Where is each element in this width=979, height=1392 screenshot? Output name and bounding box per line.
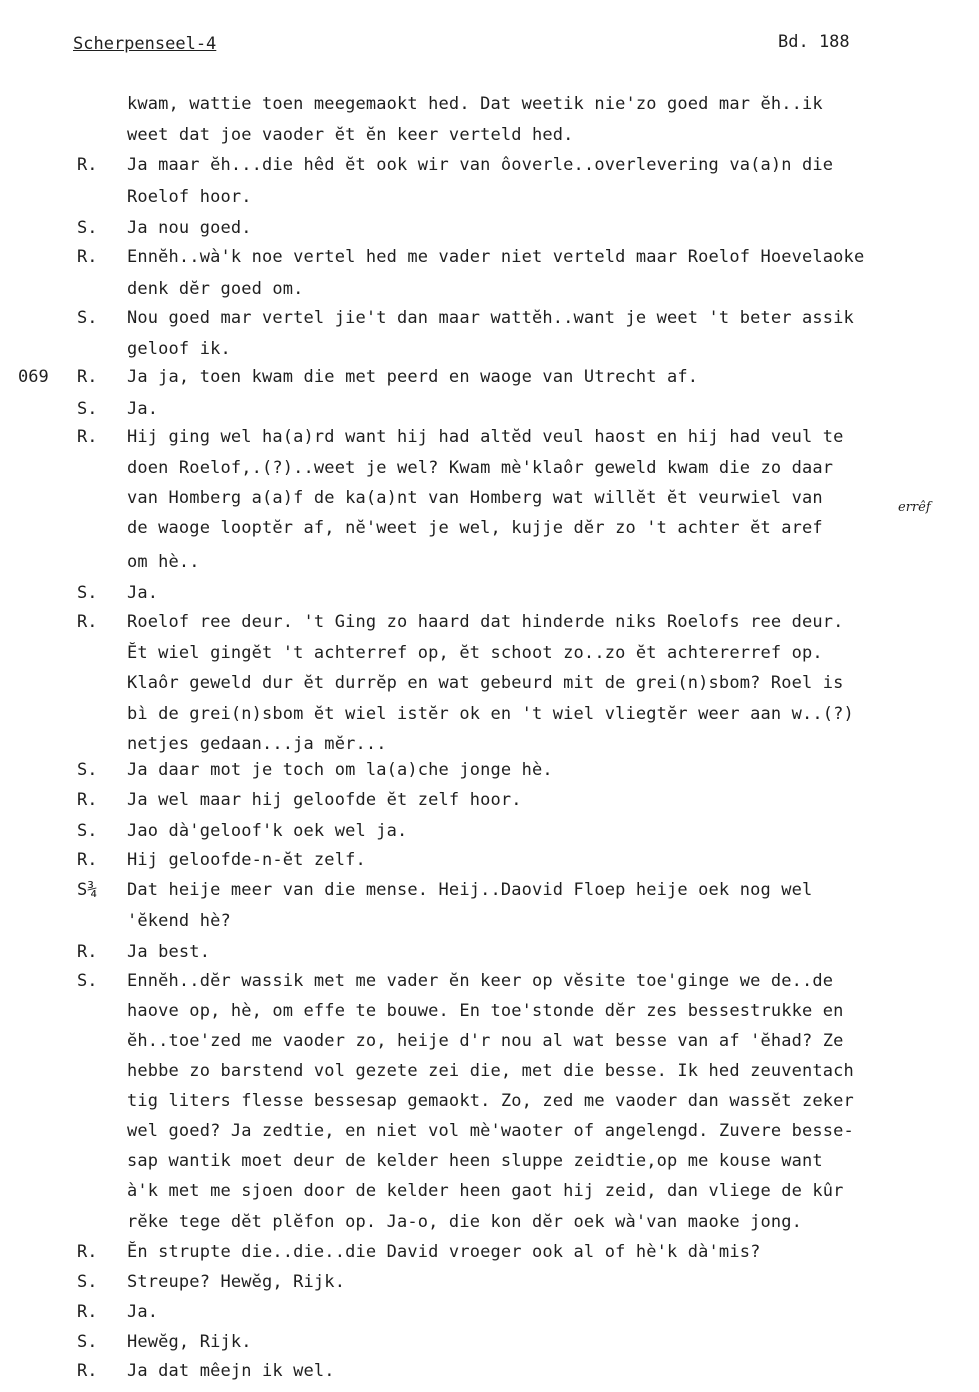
- line-text: Jao dà'geloof'k oek wel ja.: [127, 821, 408, 841]
- line-text: Hij geloofde-n-ĕt zelf.: [127, 850, 366, 870]
- speaker-label: S.: [77, 218, 98, 238]
- line-text: Ja.: [127, 399, 159, 419]
- line-text: Hewĕg, Rijk.: [127, 1332, 252, 1352]
- line-text: Ja nou goed.: [127, 218, 252, 238]
- line-text: sap wantik moet deur de kelder heen sluppe zeidtie,op me kouse want: [127, 1151, 823, 1171]
- line-text: bì de grei(n)sbom ĕt wiel istĕr ok en 't wiel vliegtĕr weer aan w..(?): [127, 704, 854, 724]
- line-text: Dat heije meer van die mense. Heij..Daovid Floep heije oek nog wel: [127, 880, 813, 900]
- line-text: van Homberg a(a)f de ka(a)nt van Homberg wat willĕt ĕt veurwiel van: [127, 488, 823, 508]
- volume-label: Bd. 188: [778, 32, 850, 52]
- line-text: Ĕt wiel gingĕt 't achterref op, ĕt schoot zo..zo ĕt achtererref op.: [127, 643, 823, 663]
- speaker-label: R.: [77, 850, 98, 870]
- line-number: 069: [18, 367, 49, 387]
- line-text: haove op, hè, om effe te bouwe. En toe'stonde dĕr zes bessestrukke en: [127, 1001, 844, 1021]
- speaker-label: S.: [77, 583, 98, 603]
- line-text: ĕh..toe'zed me vaoder zo, heije d'r nou al wat besse van af 'ĕhad? Ze: [127, 1031, 844, 1051]
- line-text: Roelof hoor.: [127, 187, 252, 207]
- line-text: Ĕn strupte die..die..die David vroeger ook al of hè'k dà'mis?: [127, 1242, 761, 1262]
- line-text: Ja daar mot je toch om la(a)che jonge hè.: [127, 760, 553, 780]
- speaker-label: R.: [77, 612, 98, 632]
- speaker-label: S.: [77, 399, 98, 419]
- speaker-label: S.: [77, 821, 98, 841]
- line-text: Ja.: [127, 1302, 159, 1322]
- line-text: de waoge looptĕr af, nĕ'weet je wel, kujje dĕr zo 't achter ĕt aref: [127, 518, 823, 538]
- line-text: weet dat joe vaoder ĕt ĕn keer verteld hed.: [127, 125, 574, 145]
- line-text: Ja best.: [127, 942, 211, 962]
- line-text: Ennĕh..wà'k noe vertel hed me vader niet verteld maar Roelof Hoevelaoke: [127, 247, 865, 267]
- speaker-label: S.: [77, 1272, 98, 1292]
- line-text: Roelof ree deur. 't Ging zo haard dat hinderde niks Roelofs ree deur.: [127, 612, 844, 632]
- line-text: Ja dat mêejn ik wel.: [127, 1361, 335, 1381]
- speaker-label: R.: [77, 1242, 98, 1262]
- speaker-label: R.: [77, 367, 98, 387]
- line-text: netjes gedaan...ja mĕr...: [127, 734, 387, 754]
- line-text: Ja wel maar hij geloofde ĕt zelf hoor.: [127, 790, 522, 810]
- speaker-label: S.: [77, 971, 98, 991]
- speaker-label: R.: [77, 1361, 98, 1381]
- handwritten-annotation: errêf: [898, 500, 931, 515]
- line-text: rĕke tege dĕt plĕfon op. Ja-o, die kon dĕr oek wà'van maoke jong.: [127, 1212, 803, 1232]
- speaker-label: R.: [77, 942, 98, 962]
- line-text: geloof ik.: [127, 339, 231, 359]
- speaker-label: S.: [77, 308, 98, 328]
- line-text: om hè..: [127, 552, 200, 572]
- line-text: 'ĕkend hè?: [127, 911, 231, 931]
- line-text: kwam, wattie toen meegemaokt hed. Dat weetik nie'zo goed mar ĕh..ik: [127, 94, 823, 114]
- speaker-label: S.: [77, 1332, 98, 1352]
- speaker-label: S¾: [77, 880, 98, 900]
- speaker-label: R.: [77, 790, 98, 810]
- line-text: Hij ging wel ha(a)rd want hij had altĕd veul haost en hij had veul te: [127, 427, 844, 447]
- speaker-label: R.: [77, 247, 98, 267]
- line-text: Streupe? Hewĕg, Rijk.: [127, 1272, 346, 1292]
- line-text: Ennĕh..dĕr wassik met me vader ĕn keer op vĕsite toe'ginge we de..de: [127, 971, 834, 991]
- speaker-label: S.: [77, 760, 98, 780]
- line-text: wel goed? Ja zedtie, en niet vol mè'waoter of angelengd. Zuvere besse-: [127, 1121, 854, 1141]
- speaker-label: R.: [77, 1302, 98, 1322]
- line-text: Klaôr geweld dur ĕt durrĕp en wat gebeurd mit de grei(n)sbom? Roel is: [127, 673, 844, 693]
- line-text: Ja ja, toen kwam die met peerd en waoge van Utrecht af.: [127, 367, 699, 387]
- line-text: doen Roelof,.(?)..weet je wel? Kwam mè'klaôr geweld kwam die zo daar: [127, 458, 834, 478]
- line-text: à'k met me sjoen door de kelder heen gaot hij zeid, dan vliege de kûr: [127, 1181, 844, 1201]
- line-text: tig liters flesse bessesap gemaokt. Zo, zed me vaoder dan wassĕt zeker: [127, 1091, 854, 1111]
- line-text: Ja.: [127, 583, 159, 603]
- line-text: Nou goed mar vertel jie't dan maar wattĕh..want je weet 't beter assik: [127, 308, 854, 328]
- line-text: hebbe zo barstend vol gezete zei die, met die besse. Ik hed zeuventach: [127, 1061, 854, 1081]
- document-title: Scherpenseel-4: [73, 34, 217, 54]
- line-text: Ja maar ĕh...die hêd ĕt ook wir van ôoverle..overlevering va(a)n die: [127, 155, 834, 175]
- line-text: denk dĕr goed om.: [127, 279, 304, 299]
- speaker-label: R.: [77, 427, 98, 447]
- speaker-label: R.: [77, 155, 98, 175]
